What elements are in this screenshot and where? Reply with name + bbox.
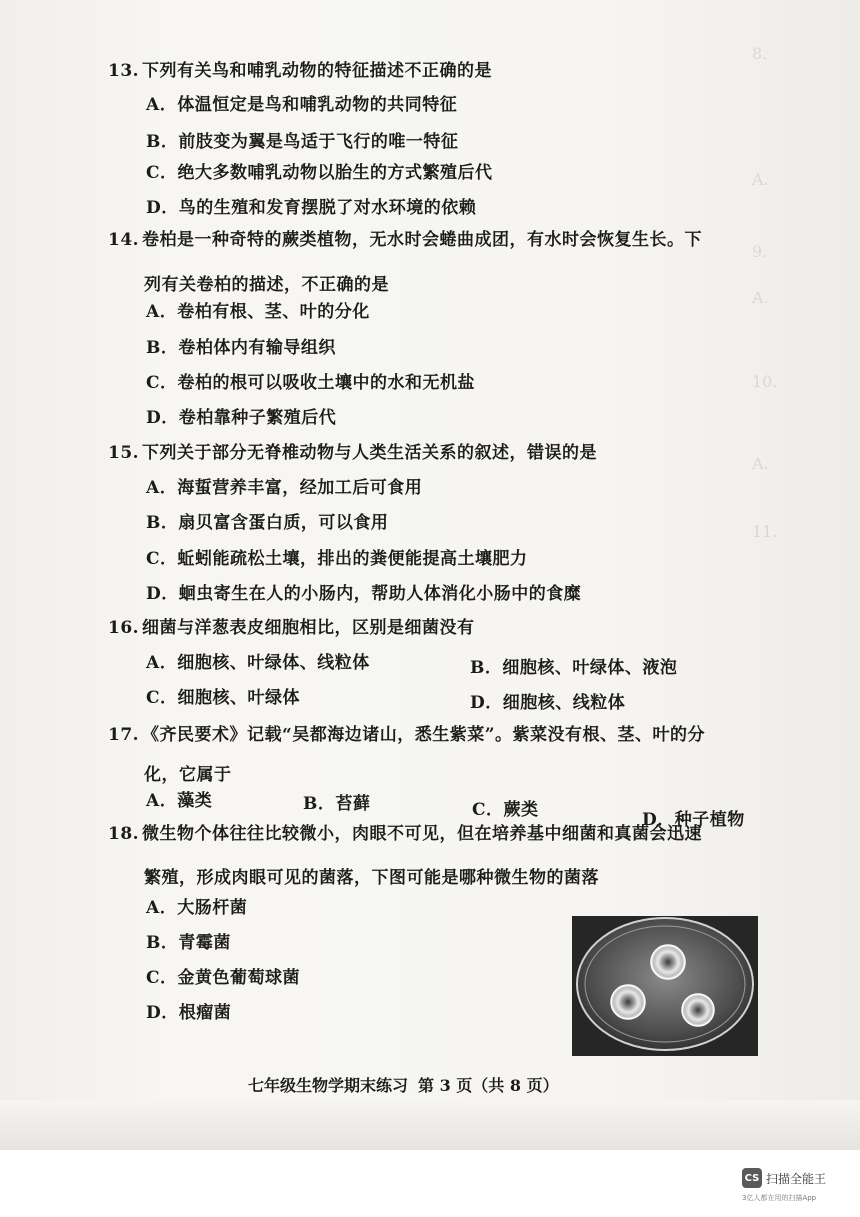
question-stem-continued: 化，它属于 <box>144 765 232 785</box>
page-footer <box>248 1073 569 1096</box>
petri-dish-photo <box>572 916 758 1056</box>
footer-course: 七年级生物学期末练习 <box>248 1076 409 1095</box>
scanner-app-name: 扫描全能王 <box>766 1171 827 1186</box>
colony <box>682 994 714 1026</box>
question-15 <box>108 445 597 462</box>
camscanner-logo-icon: CS <box>742 1168 762 1188</box>
question-16 <box>108 620 475 637</box>
option-18-b[interactable]: B．青霉菌 <box>146 933 231 953</box>
question-number: 15. <box>108 443 140 463</box>
option-16-c[interactable]: C．细胞核、叶绿体 <box>146 688 301 708</box>
question-stem: 卷柏是一种奇特的蕨类植物，无水时会蜷曲成团，有水时会恢复生长。下 <box>142 230 702 250</box>
question-stem: 微生物个体往往比较微小，肉眼不可见，但在培养基中细菌和真菌会迅速 <box>142 824 702 844</box>
option-14-b[interactable]: B．卷柏体内有输导组织 <box>146 338 336 358</box>
question-number: 16. <box>108 618 140 638</box>
question-stem: 下列关于部分无脊椎动物与人类生活关系的叙述，错误的是 <box>142 443 597 463</box>
question-17 <box>108 727 705 744</box>
bleed-through-text: 9. <box>752 242 768 261</box>
question-stem: 下列有关鸟和哺乳动物的特征描述不正确的是 <box>142 61 492 81</box>
footer-page-number: 第 3 页（共 8 页） <box>418 1076 559 1095</box>
bleed-through-text: 11. <box>752 522 778 541</box>
option-15-c[interactable]: C．蚯蚓能疏松土壤，排出的粪便能提高土壤肥力 <box>146 549 528 569</box>
option-17-a[interactable]: A．藻类 <box>146 791 213 811</box>
question-stem-continued: 列有关卷柏的描述，不正确的是 <box>144 275 389 295</box>
option-13-b[interactable]: B．前肢变为翼是鸟适于飞行的唯一特征 <box>146 132 459 152</box>
option-13-c[interactable]: C．绝大多数哺乳动物以胎生的方式繁殖后代 <box>146 163 493 183</box>
colony <box>611 985 645 1019</box>
question-18 <box>108 826 702 843</box>
option-16-a[interactable]: A．细胞核、叶绿体、线粒体 <box>146 653 370 673</box>
option-16-d[interactable]: D．细胞核、线粒体 <box>470 693 626 713</box>
question-number: 18. <box>108 824 140 844</box>
option-15-d[interactable]: D．蛔虫寄生在人的小肠内，帮助人体消化小肠中的食糜 <box>146 584 582 604</box>
option-13-d[interactable]: D．鸟的生殖和发育摆脱了对水环境的依赖 <box>146 198 477 218</box>
question-stem: 细菌与洋葱表皮细胞相比，区别是细菌没有 <box>142 618 475 638</box>
bleed-through-text: A. <box>752 288 769 307</box>
scanner-watermark <box>742 1168 826 1188</box>
question-13 <box>108 63 492 80</box>
option-17-d[interactable]: D．种子植物 <box>642 810 745 830</box>
scanner-tagline: 3亿人都在用的扫描App <box>742 1194 817 1202</box>
question-14 <box>108 232 702 249</box>
option-13-a[interactable]: A．体温恒定是鸟和哺乳动物的共同特征 <box>146 95 458 115</box>
question-stem-continued: 繁殖，形成肉眼可见的菌落，下图可能是哪种微生物的菌落 <box>144 868 599 888</box>
bleed-through-text: 8. <box>752 44 768 63</box>
option-17-b[interactable]: B．苔藓 <box>303 794 371 814</box>
question-number: 13. <box>108 61 140 81</box>
option-16-b[interactable]: B．细胞核、叶绿体、液泡 <box>470 658 678 678</box>
option-18-a[interactable]: A．大肠杆菌 <box>146 898 248 918</box>
option-15-b[interactable]: B．扇贝富含蛋白质，可以食用 <box>146 513 389 533</box>
bleed-through-text: A. <box>752 454 769 473</box>
option-14-d[interactable]: D．卷柏靠种子繁殖后代 <box>146 408 337 428</box>
option-15-a[interactable]: A．海蜇营养丰富，经加工后可食用 <box>146 478 423 498</box>
option-14-a[interactable]: A．卷柏有根、茎、叶的分化 <box>146 302 370 322</box>
question-number: 14. <box>108 230 140 250</box>
option-14-c[interactable]: C．卷柏的根可以吸收土壤中的水和无机盐 <box>146 373 476 393</box>
question-number: 17. <box>108 725 140 745</box>
option-18-d[interactable]: D．根瘤菌 <box>146 1003 232 1023</box>
scan-shadow <box>0 1100 860 1150</box>
option-17-c[interactable]: C．蕨类 <box>472 800 539 820</box>
bleed-through-text: A. <box>752 170 769 189</box>
option-18-c[interactable]: C．金黄色葡萄球菌 <box>146 968 301 988</box>
colony <box>651 945 685 979</box>
question-stem: 《齐民要术》记载“吴都海边诸山，悉生紫菜”。紫菜没有根、茎、叶的分 <box>142 725 706 745</box>
bleed-through-text: 10. <box>752 372 778 391</box>
